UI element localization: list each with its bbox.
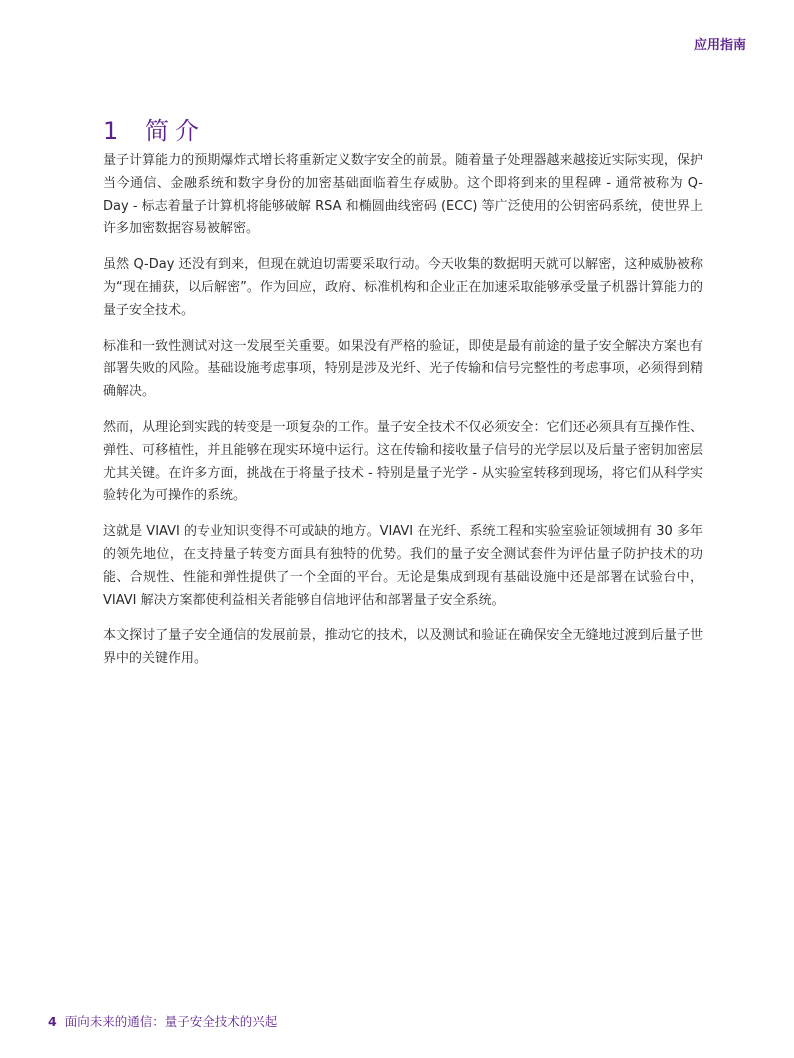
paragraph-2: 虽然 Q-Day 还没有到来，但现在就迫切需要采取行动。今天收集的数据明天就可以解密，这种威胁被称为“现在捕获，以后解密”。作为回应，政府、标准机构和企业正在加速采取能够承受量子机器计算能力的量子安全技术。 [103, 257, 703, 318]
footer-title: 面向未来的通信：量子安全技术的兴起 [64, 1014, 278, 1029]
page-number: 4 [48, 1014, 57, 1029]
section-title: 简介 [145, 117, 205, 145]
body-text [103, 150, 703, 684]
paragraph-6: 本文探讨了量子安全通信的发展前景，推动它的技术，以及测试和验证在确保安全无缝地过渡到后量子世界中的关键作用。 [103, 628, 703, 667]
paragraph-4: 然而，从理论到实践的转变是一项复杂的工作。量子安全技术不仅必须安全：它们还必须具有互操作性、弹性、可移植性，并且能够在现实环境中运行。这在传输和接收量子信号的光学层以及后量子密钥加密层尤其关键。在许多方面，挑战在于将量子技术 - 特别是量子光学 - 从实验室转移到现场，将它们从科学实验转化为可操作的系统。 [103, 419, 703, 504]
section-number: 1 [103, 117, 119, 145]
document-type-label: 应用指南 [693, 38, 746, 53]
paragraph-1: 量子计算能力的预期爆炸式增长将重新定义数字安全的前景。随着量子处理器越来越接近实际实现，保护当今通信、金融系统和数字身份的加密基础面临着生存威胁。这个即将到来的里程碑 - 通常被称为 Q-Day - 标志着量子计算机将能够破解 RSA 和椭圆曲线密码 (ECC) 等广泛使用的公钥密码系统，使世界上许多加密数据容易被解密。 [103, 153, 703, 237]
paragraph-3: 标准和一致性测试对这一发展至关重要。如果没有严格的验证，即使是最有前途的量子安全解决方案也有部署失败的风险。基础设施考虑事项，特别是涉及光纤、光子传输和信号完整性的考虑事项，必须得到精确解决。 [103, 338, 703, 400]
page-footer [48, 1012, 277, 1030]
paragraph-5: 这就是 VIAVI 的专业知识变得不可或缺的地方。VIAVI 在光纤、系统工程和实验室验证领域拥有 30 多年的领先地位，在支持量子转变方面具有独特的优势。我们的量子安全测试套件为评估量子防护技术的功能、合规性、性能和弹性提供了一个全面的平台。无论是集成到现有基础设施中还是部署在试验台中，VIAVI 解决方案都使利益相关者能够自信地评估和部署量子安全系统。 [103, 524, 703, 608]
section-heading [103, 111, 205, 146]
